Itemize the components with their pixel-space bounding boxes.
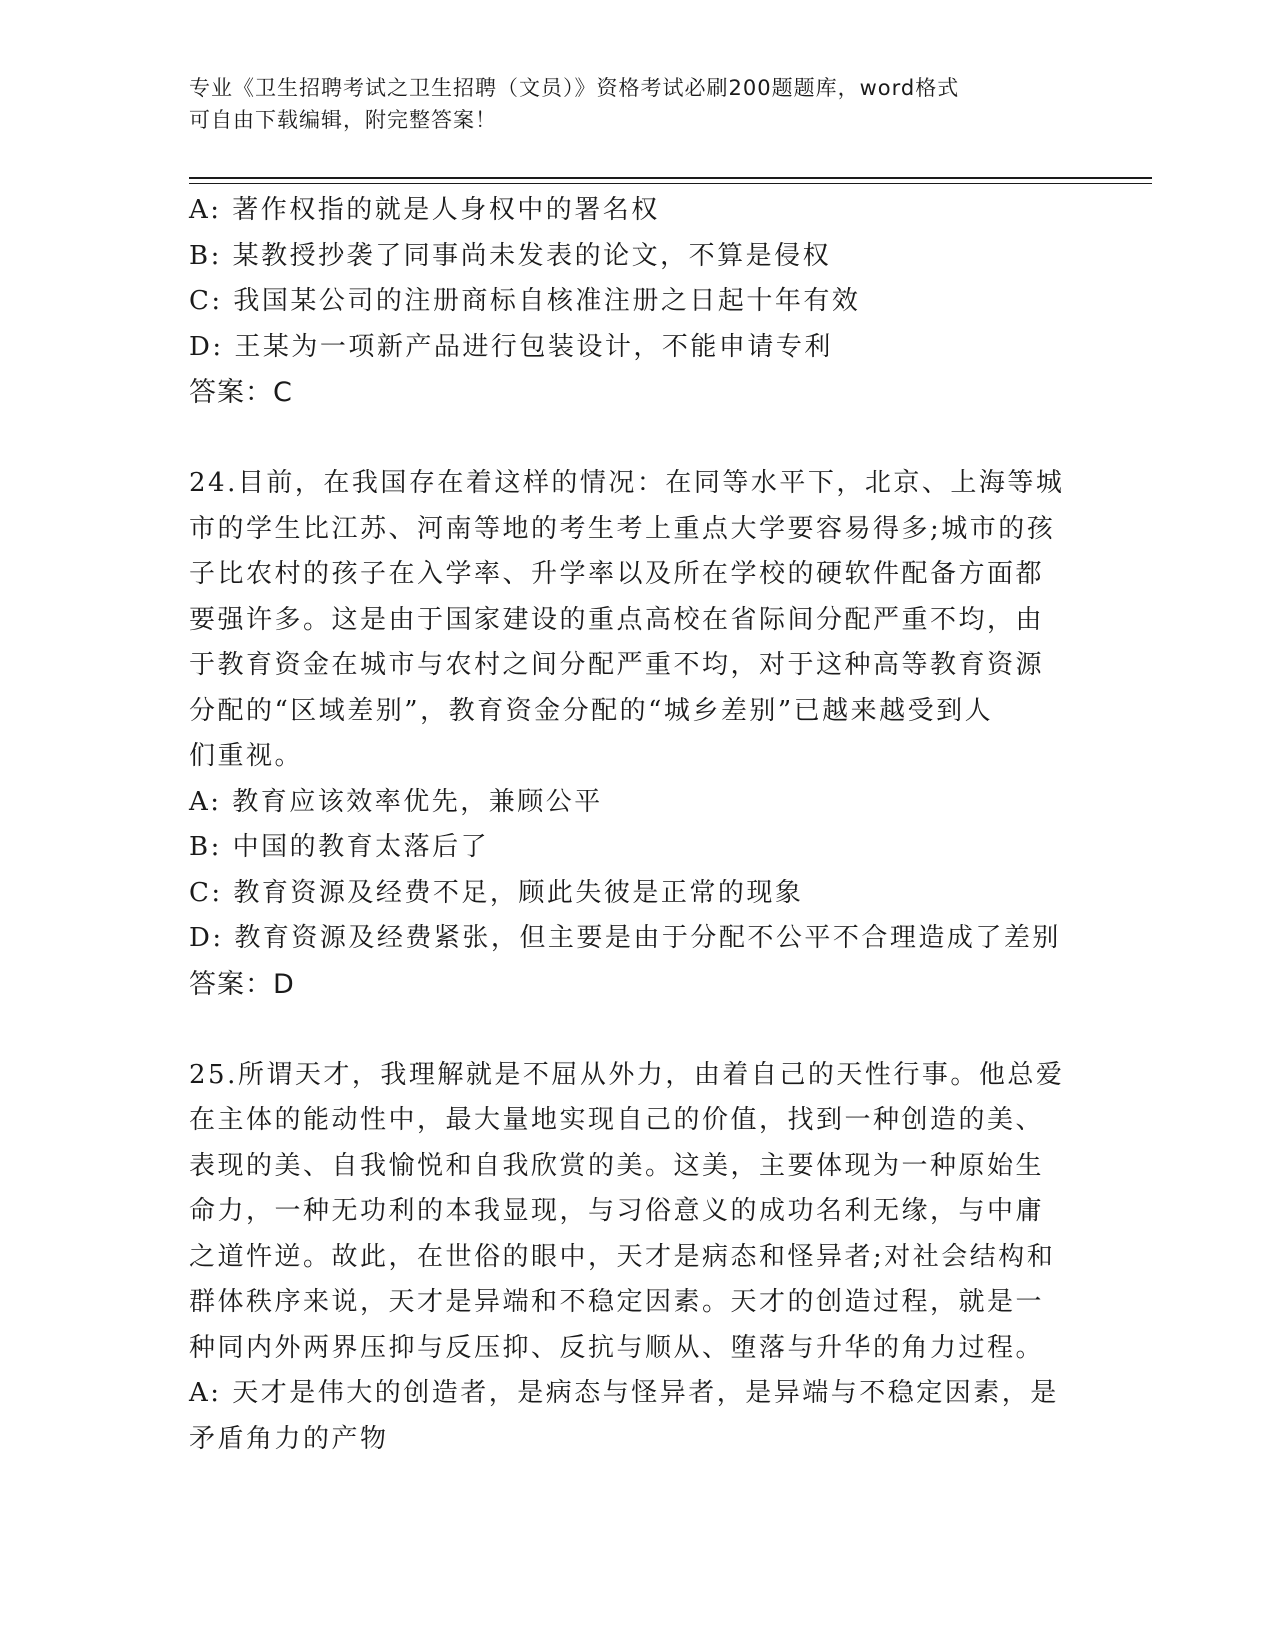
question-text-line: 在主体的能动性中，最大量地实现自己的价值，找到一种创造的美、 xyxy=(189,1105,1045,1135)
header-title-line-1: 专业《卫生招聘考试之卫生招聘（文员）》资格考试必刷200题题库，word格式 xyxy=(189,76,960,100)
spacer xyxy=(189,1007,1079,1053)
question-text-line: 24.目前，在我国存在着这样的情况：在同等水平下，北京、上海等城 xyxy=(189,468,1065,498)
question-text-line: 分配的“区域差别”，教育资金分配的“城乡差别”已越来越受到人 xyxy=(189,695,994,726)
question-text-line: 25.所谓天才，我理解就是不屈从外力，由着自己的天性行事。他总爱 xyxy=(189,1059,1065,1090)
question-text-line: 于教育资金在城市与农村之间分配严重不均，对于这种高等教育资源 xyxy=(189,650,1045,680)
spacer xyxy=(189,416,1079,462)
header-divider-thick xyxy=(189,177,1152,179)
question-24-block xyxy=(189,461,1079,1007)
question-text-line: 市的学生比江苏、河南等地的考生考上重点大学要容易得多;城市的孩 xyxy=(189,513,1056,544)
option-a-continuation: 矛盾角力的产物 xyxy=(189,1423,389,1454)
answer-line: 答案：D xyxy=(189,968,295,1000)
question-text-line: 表现的美、自我愉悦和自我欣赏的美。这美，主要体现为一种原始生 xyxy=(189,1150,1045,1181)
option-c: C: 教育资源及经费不足，顾此失彼是正常的现象 xyxy=(189,877,804,908)
document-header xyxy=(189,72,1069,136)
header-title-line-2: 可自由下载编辑，附完整答案！ xyxy=(189,108,497,132)
question-text-line: 们重视。 xyxy=(189,741,304,771)
answer-line: 答案：C xyxy=(189,377,293,408)
option-b: B: 中国的教育太落后了 xyxy=(189,832,490,862)
option-a: A: 著作权指的就是人身权中的署名权 xyxy=(189,195,660,225)
option-d: D: 王某为一项新产品进行包装设计，不能申请专利 xyxy=(189,331,833,362)
question-text-line: 群体秩序来说，天才是异端和不稳定因素。天才的创造过程，就是一 xyxy=(189,1287,1045,1317)
option-a: A: 教育应该效率优先，兼顾公平 xyxy=(189,786,603,817)
question-text-line: 种同内外两界压抑与反压抑、反抗与顺从、堕落与升华的角力过程。 xyxy=(189,1332,1045,1363)
option-a: A: 天才是伟大的创造者，是病态与怪异者，是异端与不稳定因素，是 xyxy=(189,1378,1059,1408)
question-text-line: 子比农村的孩子在入学率、升学率以及所在学校的硬软件配备方面都 xyxy=(189,559,1045,589)
option-d: D: 教育资源及经费紧张，但主要是由于分配不公平不合理造成了差别 xyxy=(189,923,1061,953)
question-25-block xyxy=(189,1053,1079,1463)
question-text-line: 命力，一种无功利的本我显现，与习俗意义的成功名利无缘，与中庸 xyxy=(189,1196,1045,1226)
header-divider-thin xyxy=(189,183,1152,184)
document-body xyxy=(189,188,1079,1462)
option-b: B: 某教授抄袭了同事尚未发表的论文，不算是侵权 xyxy=(189,240,832,271)
question-23-block xyxy=(189,188,1079,416)
question-text-line: 之道忤逆。故此，在世俗的眼中，天才是病态和怪异者;对社会结构和 xyxy=(189,1241,1056,1272)
question-text-line: 要强许多。这是由于国家建设的重点高校在省际间分配严重不均，由 xyxy=(189,604,1045,635)
option-c: C: 我国某公司的注册商标自核准注册之日起十年有效 xyxy=(189,286,861,316)
